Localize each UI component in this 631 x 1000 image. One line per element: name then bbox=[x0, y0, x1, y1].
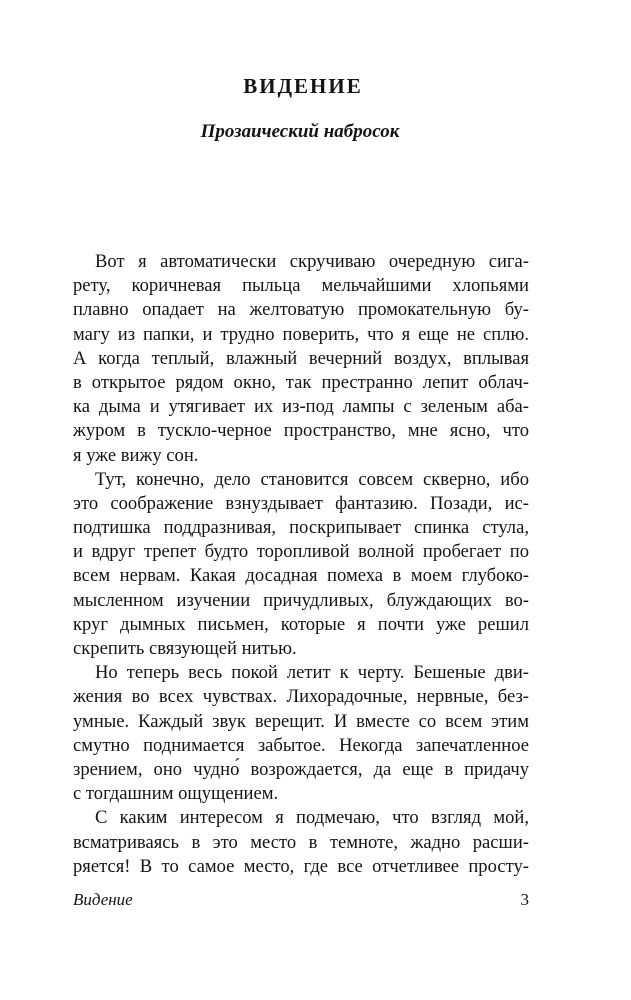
text-line: ряется! В то самое место, где все отчетливее просту- bbox=[73, 855, 529, 877]
text-line: журом в тускло-черное пространство, мне ясно, что bbox=[73, 420, 529, 442]
text-line: ка дыма и утягивает их из-под лампы с зеленым аба- bbox=[73, 396, 529, 418]
text-line: подтишка поддразнивая, поскрипывает спинка стула, bbox=[73, 517, 529, 539]
page-number: 3 bbox=[520, 890, 529, 909]
running-footer-title: Видение bbox=[73, 890, 133, 909]
text-line: зрением, оно чудно́ возрождается, да еще в придачу bbox=[73, 758, 529, 780]
text-line: это соображение взнуздывает фантазию. Позади, ис- bbox=[73, 492, 529, 514]
text-line: жения во всех чувствах. Лихорадочные, нервные, без- bbox=[73, 686, 529, 708]
text-line: умные. Каждый звук верещит. И вместе со всем этим bbox=[73, 710, 529, 732]
chapter-title: ВИДЕНИЕ bbox=[243, 74, 363, 98]
body-text bbox=[73, 250, 529, 879]
text-line: Но теперь весь покой летит к черту. Бешеные дви- bbox=[95, 662, 529, 684]
paragraph-2 bbox=[73, 468, 529, 662]
paragraph-4 bbox=[73, 806, 529, 879]
text-line: скрепить связующей нитью. bbox=[73, 638, 297, 659]
text-line: всем нервам. Какая досадная помеха в моем глубоко- bbox=[73, 565, 529, 587]
text-line: с тогдашним ощущением. bbox=[73, 783, 279, 805]
text-line: плавно опадает на желтоватую промокательную бу- bbox=[73, 299, 529, 321]
text-line: и вдруг трепет будто торопливой волной пробегает по bbox=[73, 541, 529, 563]
text-line: всматриваясь в это место в темноте, жадно расши- bbox=[73, 831, 529, 853]
text-line: в открытое рядом окно, так престранно лепит облач- bbox=[73, 371, 529, 393]
text-line: С каким интересом я подмечаю, что взгляд мой, bbox=[95, 807, 529, 829]
paragraph-1 bbox=[73, 250, 529, 468]
text-line: мысленном изучении причудливых, блуждающих во- bbox=[73, 589, 529, 611]
text-line: Вот я автоматически скручиваю очередную сига- bbox=[95, 251, 529, 272]
text-line: Тут, конечно, дело становится совсем скверно, ибо bbox=[95, 468, 529, 490]
text-line: А когда теплый, влажный вечерний воздух, вплывая bbox=[73, 347, 529, 369]
text-line: круг дымных письмен, которые я почти уже решил bbox=[73, 613, 529, 635]
paragraph-3 bbox=[73, 661, 529, 806]
text-line: магу из папки, и трудно поверить, что я еще не сплю. bbox=[73, 323, 529, 345]
text-line: я уже вижу сон. bbox=[73, 444, 199, 466]
text-line: смутно поднимается забытое. Некогда запечатленное bbox=[73, 734, 529, 756]
text-line: рету, коричневая пыльца мельчайшими хлопьями bbox=[73, 275, 529, 297]
chapter-subtitle: Прозаический набросок bbox=[200, 121, 400, 142]
